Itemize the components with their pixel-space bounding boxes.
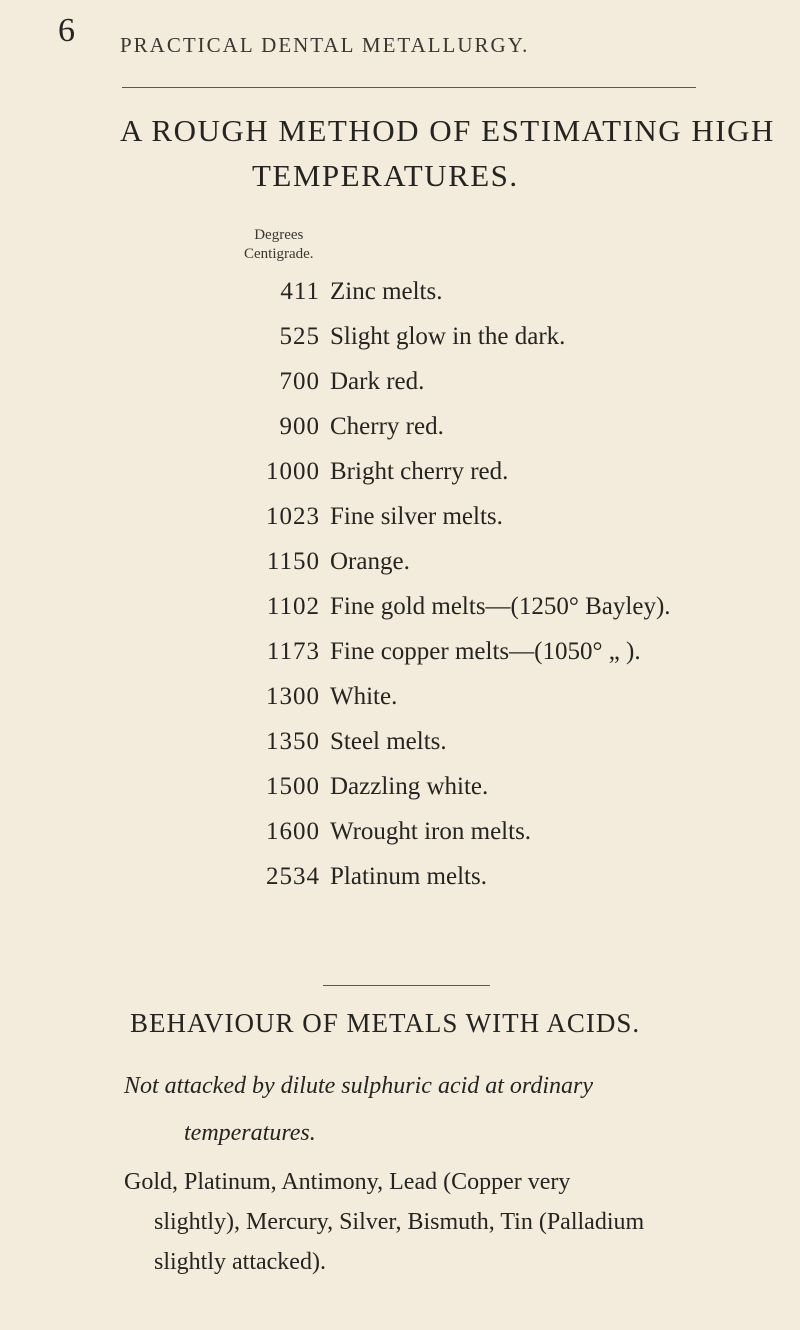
degrees-cell: 1000 (266, 458, 320, 485)
description-cell: Wrought iron melts. (330, 818, 532, 845)
page-number: 6 (58, 12, 75, 49)
subtitle-line-1: Not attacked by dilute sulphuric acid at ordinary (124, 1073, 594, 1099)
degrees-cell: 1350 (266, 728, 320, 755)
description-cell: Steel melts. (330, 728, 447, 755)
column-header-line-2: Centigrade. (244, 246, 314, 262)
description-cell: Cherry red. (330, 413, 444, 440)
degrees-cell: 1500 (266, 773, 320, 800)
description-cell: Orange. (330, 548, 410, 575)
degrees-cell: 2534 (266, 863, 320, 890)
section-divider (323, 985, 490, 986)
degrees-cell: 1023 (266, 503, 320, 530)
description-cell: Bright cherry red. (330, 458, 509, 485)
description-cell: Dazzling white. (330, 773, 489, 800)
section-2-subtitle (124, 1063, 800, 1157)
degrees-cell: 1600 (266, 818, 320, 845)
degrees-cell: 700 (279, 368, 320, 395)
description-cell: Zinc melts. (330, 278, 443, 305)
degrees-cell: 1300 (266, 683, 320, 710)
degrees-cell: 525 (279, 323, 320, 350)
degrees-cell: 1173 (266, 638, 320, 665)
description-cell: Fine silver melts. (330, 503, 503, 530)
section-title-line-2: TEMPERATURES. (252, 158, 519, 193)
paragraph-line-1: Gold, Platinum, Antimony, Lead (Copper very (124, 1169, 571, 1195)
description-cell: Dark red. (330, 368, 425, 395)
degrees-cell: 411 (280, 278, 320, 305)
running-head: PRACTICAL DENTAL METALLURGY. (120, 33, 530, 57)
subtitle-line-2: temperatures. (184, 1120, 316, 1146)
column-header-line-1: Degrees (254, 227, 304, 243)
degrees-cell: 900 (279, 413, 320, 440)
description-cell: Fine copper melts—(1050° „ ). (330, 638, 641, 665)
paragraph-line-3: slightly attacked). (154, 1249, 326, 1275)
description-cell: Slight glow in the dark. (330, 323, 566, 350)
header-rule (122, 87, 696, 88)
description-cell: Platinum melts. (330, 863, 487, 890)
section-2-paragraph (124, 1162, 800, 1282)
degrees-cell: 1102 (266, 593, 320, 620)
description-cell: White. (330, 683, 398, 710)
paragraph-line-2: slightly), Mercury, Silver, Bismuth, Tin (Palladium (154, 1209, 645, 1235)
description-cell: Fine gold melts—(1250° Bayley). (330, 593, 671, 620)
section-2-title: BEHAVIOUR OF METALS WITH ACIDS. (130, 1008, 641, 1038)
section-title-line-1: A ROUGH METHOD OF ESTIMATING HIGH (120, 113, 775, 148)
degrees-cell: 1150 (266, 548, 320, 575)
column-header (244, 226, 314, 264)
